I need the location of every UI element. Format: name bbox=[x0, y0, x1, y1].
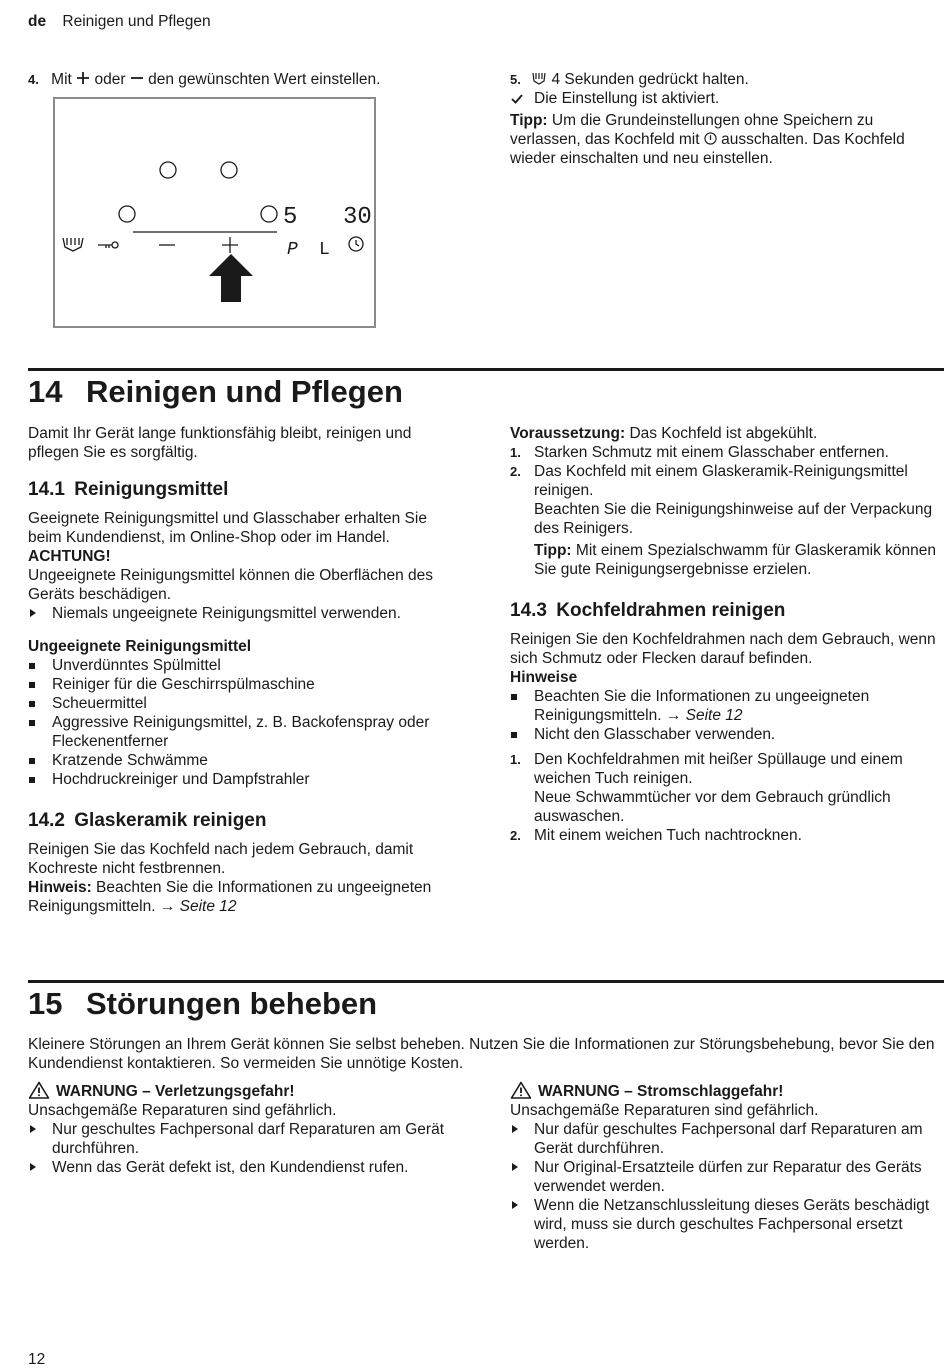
page-reference-link[interactable]: Seite 12 bbox=[179, 898, 237, 915]
plus-icon bbox=[76, 71, 90, 85]
list-item: Nicht den Glasschaber verwenden. bbox=[510, 725, 942, 744]
chapter-rule bbox=[28, 368, 944, 371]
chapter-rule bbox=[28, 980, 944, 983]
step-text: Das Kochfeld mit einem Glaskeramik-Reinigungsmittel reinigen. bbox=[534, 463, 908, 499]
step-subtext: Beachten Sie die Reinigungshinweise auf der Verpackung des Reinigers. bbox=[534, 501, 933, 537]
chapter-14-heading bbox=[28, 374, 403, 410]
minus-icon bbox=[130, 71, 144, 85]
prerequisite-label: Voraussetzung: bbox=[510, 425, 626, 442]
section-title: Glaskeramik reinigen bbox=[74, 810, 267, 831]
notes-list bbox=[510, 687, 942, 744]
list-item: Niemals ungeeignete Reinigungsmittel verwenden. bbox=[28, 604, 460, 623]
zone-indicator bbox=[261, 206, 277, 222]
chapter-number: 14 bbox=[28, 374, 63, 409]
control-panel-drawing bbox=[55, 99, 374, 326]
note bbox=[28, 878, 460, 916]
warning-actions bbox=[28, 1120, 460, 1177]
chapter-intro: Damit Ihr Gerät lange funktionsfähig bleibt, reinigen und pflegen Sie es sorgfältig. bbox=[28, 425, 412, 461]
warning-electric-shock bbox=[510, 1081, 935, 1253]
list-item: Hochdruckreiniger und Dampfstrahler bbox=[28, 770, 460, 789]
section-14-3-heading bbox=[510, 600, 942, 622]
step-4 bbox=[28, 70, 448, 89]
warning-title bbox=[28, 1081, 460, 1101]
cleaning-steps bbox=[510, 443, 942, 579]
step-number: 5. bbox=[510, 72, 521, 87]
power-icon bbox=[704, 132, 717, 145]
list-item: Scheuermittel bbox=[28, 694, 460, 713]
warning-title-text: WARNUNG – Stromschlaggefahr! bbox=[538, 1083, 784, 1100]
unsuitable-cleaners-list bbox=[28, 656, 460, 789]
step-number: 2. bbox=[510, 464, 521, 479]
step-text: Mit bbox=[51, 71, 72, 88]
tip-text: Um die Grundeinstellungen ohne Speichern zu verlassen, das Kochfeld mit bbox=[510, 112, 874, 148]
step-item bbox=[510, 443, 942, 462]
warning-triangle-icon bbox=[28, 1081, 50, 1099]
note-text: Beachten Sie die Informationen zu ungeeigneten Reinigungsmitteln. bbox=[28, 879, 432, 915]
warning-actions bbox=[510, 1120, 935, 1253]
warning-title-text: WARNUNG – Verletzungsgefahr! bbox=[56, 1083, 295, 1100]
control-panel-illustration bbox=[53, 97, 376, 328]
chapter-number: 15 bbox=[28, 986, 63, 1021]
wipe-protection-icon bbox=[531, 70, 547, 86]
step-text: den gewünschten Wert einstellen. bbox=[148, 71, 381, 88]
caution-actions bbox=[28, 604, 460, 623]
page-reference-link[interactable]: Seite 12 bbox=[685, 707, 743, 724]
arrow-right-icon: → bbox=[159, 898, 176, 915]
step-text: 4 Sekunden gedrückt halten. bbox=[551, 71, 749, 88]
tip-text: ausschalten. Das Kochfeld wieder einschalten und neu einstellen. bbox=[510, 131, 905, 167]
chapter-title: Reinigen und Pflegen bbox=[86, 374, 403, 409]
list-item: Unverdünntes Spülmittel bbox=[28, 656, 460, 675]
step-number: 2. bbox=[510, 828, 521, 843]
warning-injury bbox=[28, 1081, 460, 1177]
list-item: Kratzende Schwämme bbox=[28, 751, 460, 770]
list-item bbox=[510, 687, 942, 725]
section-title: Reinigungsmittel bbox=[74, 479, 229, 500]
tip-label: Tipp: bbox=[510, 112, 548, 129]
section-number: 14.3 bbox=[510, 600, 547, 621]
tip bbox=[534, 541, 942, 579]
zone-indicator bbox=[221, 162, 237, 178]
step-subtext: Neue Schwammtücher vor dem Gebrauch gründlich auswaschen. bbox=[534, 789, 891, 825]
section-14-1-heading bbox=[28, 479, 460, 501]
warning-triangle-icon bbox=[510, 1081, 532, 1099]
step-item bbox=[510, 750, 942, 826]
step-number: 1. bbox=[510, 752, 521, 767]
notes-title: Hinweise bbox=[510, 669, 578, 686]
chapter-14-right-column bbox=[510, 424, 942, 845]
header-language: de bbox=[28, 13, 47, 30]
zone-indicator bbox=[160, 162, 176, 178]
section-number: 14.1 bbox=[28, 479, 65, 500]
frame-cleaning-steps bbox=[510, 750, 942, 845]
section-paragraph: Reinigen Sie den Kochfeldrahmen nach dem Gebrauch, wenn sich Schmutz oder Flecken darauf befinden. bbox=[510, 631, 936, 667]
tip-label: Tipp: bbox=[534, 542, 572, 559]
list-item: Wenn die Netzanschlussleitung dieses Geräts beschädigt wird, muss sie durch geschultes Fachpersonal ersetzt werden. bbox=[510, 1196, 935, 1253]
step-result bbox=[510, 89, 935, 108]
step-text: oder bbox=[94, 71, 126, 88]
step-text: Starken Schmutz mit einem Glasschaber entfernen. bbox=[534, 444, 889, 461]
result-text: Die Einstellung ist aktiviert. bbox=[534, 90, 720, 107]
tip-text: Mit einem Spezialschwamm für Glaskeramik können Sie gute Reinigungsergebnisse erzielen. bbox=[534, 542, 936, 578]
prerequisite-text: Das Kochfeld ist abgekühlt. bbox=[629, 425, 818, 442]
step-item bbox=[510, 462, 942, 579]
prerequisite bbox=[510, 424, 942, 443]
section-title: Kochfeldrahmen reinigen bbox=[556, 600, 786, 621]
section-14-2-heading bbox=[28, 810, 460, 832]
note-text: Beachten Sie die Informationen zu ungeeigneten Reinigungsmitteln. bbox=[534, 688, 870, 724]
step-number: 1. bbox=[510, 445, 521, 460]
section-number: 14.2 bbox=[28, 810, 65, 831]
step-5-block bbox=[510, 70, 935, 168]
warning-text: Unsachgemäße Reparaturen sind gefährlich. bbox=[28, 1102, 337, 1119]
list-title: Ungeeignete Reinigungsmittel bbox=[28, 638, 252, 655]
tip bbox=[510, 111, 935, 168]
header-section: Reinigen und Pflegen bbox=[62, 13, 211, 30]
note-label: Hinweis: bbox=[28, 879, 92, 896]
page-number: 12 bbox=[28, 1351, 46, 1368]
page-header bbox=[28, 12, 211, 31]
display-digit: 30 bbox=[343, 204, 372, 231]
arrow-right-icon: → bbox=[665, 707, 682, 724]
plus-icon bbox=[222, 237, 238, 253]
step-text: Den Kochfeldrahmen mit heißer Spüllauge und einem weichen Tuch reinigen. bbox=[534, 751, 903, 787]
list-item: Aggressive Reinigungsmittel, z. B. Backofenspray oder Fleckenentferner bbox=[28, 713, 460, 751]
caution-label: ACHTUNG! bbox=[28, 548, 111, 565]
caution-text: Ungeeignete Reinigungsmittel können die Oberflächen des Geräts beschädigen. bbox=[28, 567, 433, 603]
display-letter: P bbox=[287, 240, 298, 260]
warning-text: Unsachgemäße Reparaturen sind gefährlich. bbox=[510, 1102, 819, 1119]
section-paragraph: Geeignete Reinigungsmittel und Glasschaber erhalten Sie beim Kundendienst, im Online-Shop oder im Handel. bbox=[28, 510, 427, 546]
section-paragraph: Reinigen Sie das Kochfeld nach jedem Gebrauch, damit Kochreste nicht festbrennen. bbox=[28, 841, 414, 877]
step-item bbox=[510, 826, 942, 845]
list-item: Reiniger für die Geschirrspülmaschine bbox=[28, 675, 460, 694]
display-digit: 5 bbox=[283, 204, 298, 231]
chapter-title: Störungen beheben bbox=[86, 986, 378, 1021]
chapter-14-left-column bbox=[28, 424, 460, 916]
step-number: 4. bbox=[28, 72, 39, 87]
zone-indicator bbox=[119, 206, 135, 222]
display-letter: L bbox=[319, 240, 330, 260]
arrow-pointer-icon bbox=[209, 254, 253, 302]
step-5 bbox=[510, 70, 935, 89]
chapter-15-heading bbox=[28, 986, 377, 1022]
list-item: Nur dafür geschultes Fachpersonal darf Reparaturen am Gerät durchführen. bbox=[510, 1120, 935, 1158]
warning-title bbox=[510, 1081, 935, 1101]
list-item: Nur geschultes Fachpersonal darf Reparaturen am Gerät durchführen. bbox=[28, 1120, 460, 1158]
list-item: Nur Original-Ersatzteile dürfen zur Reparatur des Geräts verwendet werden. bbox=[510, 1158, 935, 1196]
wipe-protection-icon bbox=[63, 238, 83, 251]
key-icon bbox=[98, 245, 112, 248]
step-text: Mit einem weichen Tuch nachtrocknen. bbox=[534, 827, 802, 844]
checkmark-icon bbox=[511, 93, 523, 105]
chapter-intro: Kleinere Störungen an Ihrem Gerät können Sie selbst beheben. Nutzen Sie die Informationen zur Störungsbehebung, bevor Sie den Kundendienst kontaktieren. So vermeiden Sie unnötige Kosten. bbox=[28, 1036, 935, 1072]
list-item: Wenn das Gerät defekt ist, den Kundendienst rufen. bbox=[28, 1158, 460, 1177]
